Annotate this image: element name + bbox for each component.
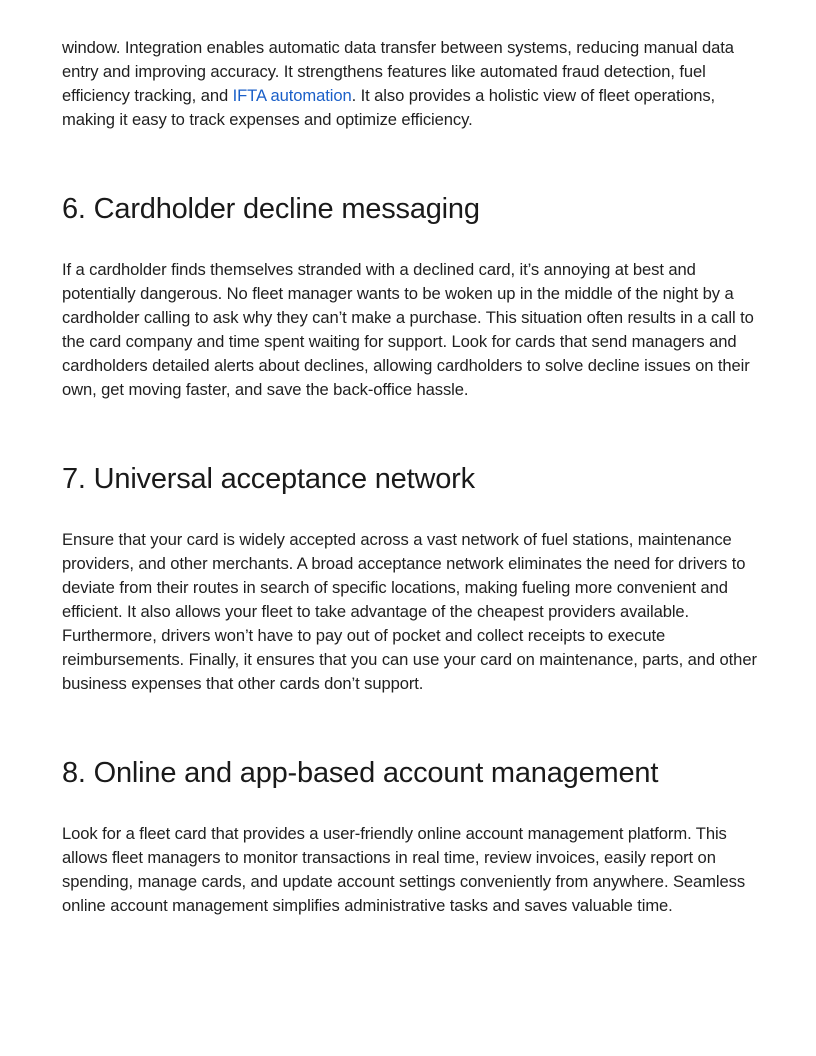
section-8-heading: 8. Online and app-based account management (62, 757, 659, 789)
section-7-body: Ensure that your card is widely accepted across a vast network of fuel stations, maintenance providers, and other merchants. A broad acceptance network eliminates the need for drivers to deviate from their routes in search of specific locations, making fueling more convenient and efficient. It also allows your fleet to take advantage of the cheapest providers available. Furthermore, drivers won’t have to pay out of pocket and collect receipts to execute reimbursements. Finally, it ensures that you can use your card on maintenance, parts, and other business expenses that other cards don’t support. (62, 530, 757, 693)
spacer (62, 496, 762, 528)
section-6-body: If a cardholder finds themselves stranded with a declined card, it’s annoying at best and potentially dangerous. No fleet manager wants to be woken up in the middle of the night by a cardholder calling to ask why they can’t make a purchase. This situation often results in a call to the card company and time spent waiting for support. Look for cards that send managers and cardholders detailed alerts about declines, allowing cardholders to solve decline issues on their own, get moving faster, and save the back-office hassle. (62, 260, 754, 399)
spacer (62, 402, 762, 462)
ifta-automation-link[interactable]: IFTA automation (232, 86, 352, 105)
spacer (62, 132, 762, 192)
spacer (62, 226, 762, 258)
document-page (62, 36, 762, 918)
spacer (62, 696, 762, 756)
section-7-heading: 7. Universal acceptance network (62, 463, 475, 495)
intro-text-before-link: window. Integration enables automatic data transfer between systems, reducing manual data entry and improving accuracy. It strengthens features like automated fraud detection, fuel efficiency tracking, and (62, 38, 734, 105)
section-8-body: Look for a fleet card that provides a user-friendly online account management platform. This allows fleet managers to monitor transactions in real time, review invoices, easily report on spending, manage cards, and update account settings conveniently from anywhere. Seamless online account management simplifies administrative tasks and saves valuable time. (62, 824, 746, 915)
spacer (62, 790, 762, 822)
intro-text-after-link: . It also provides a holistic view of fleet operations, making it easy to track expenses and optimize efficiency. (62, 86, 716, 129)
section-6-heading: 6. Cardholder decline messaging (62, 193, 480, 225)
intro-paragraph (62, 36, 762, 132)
